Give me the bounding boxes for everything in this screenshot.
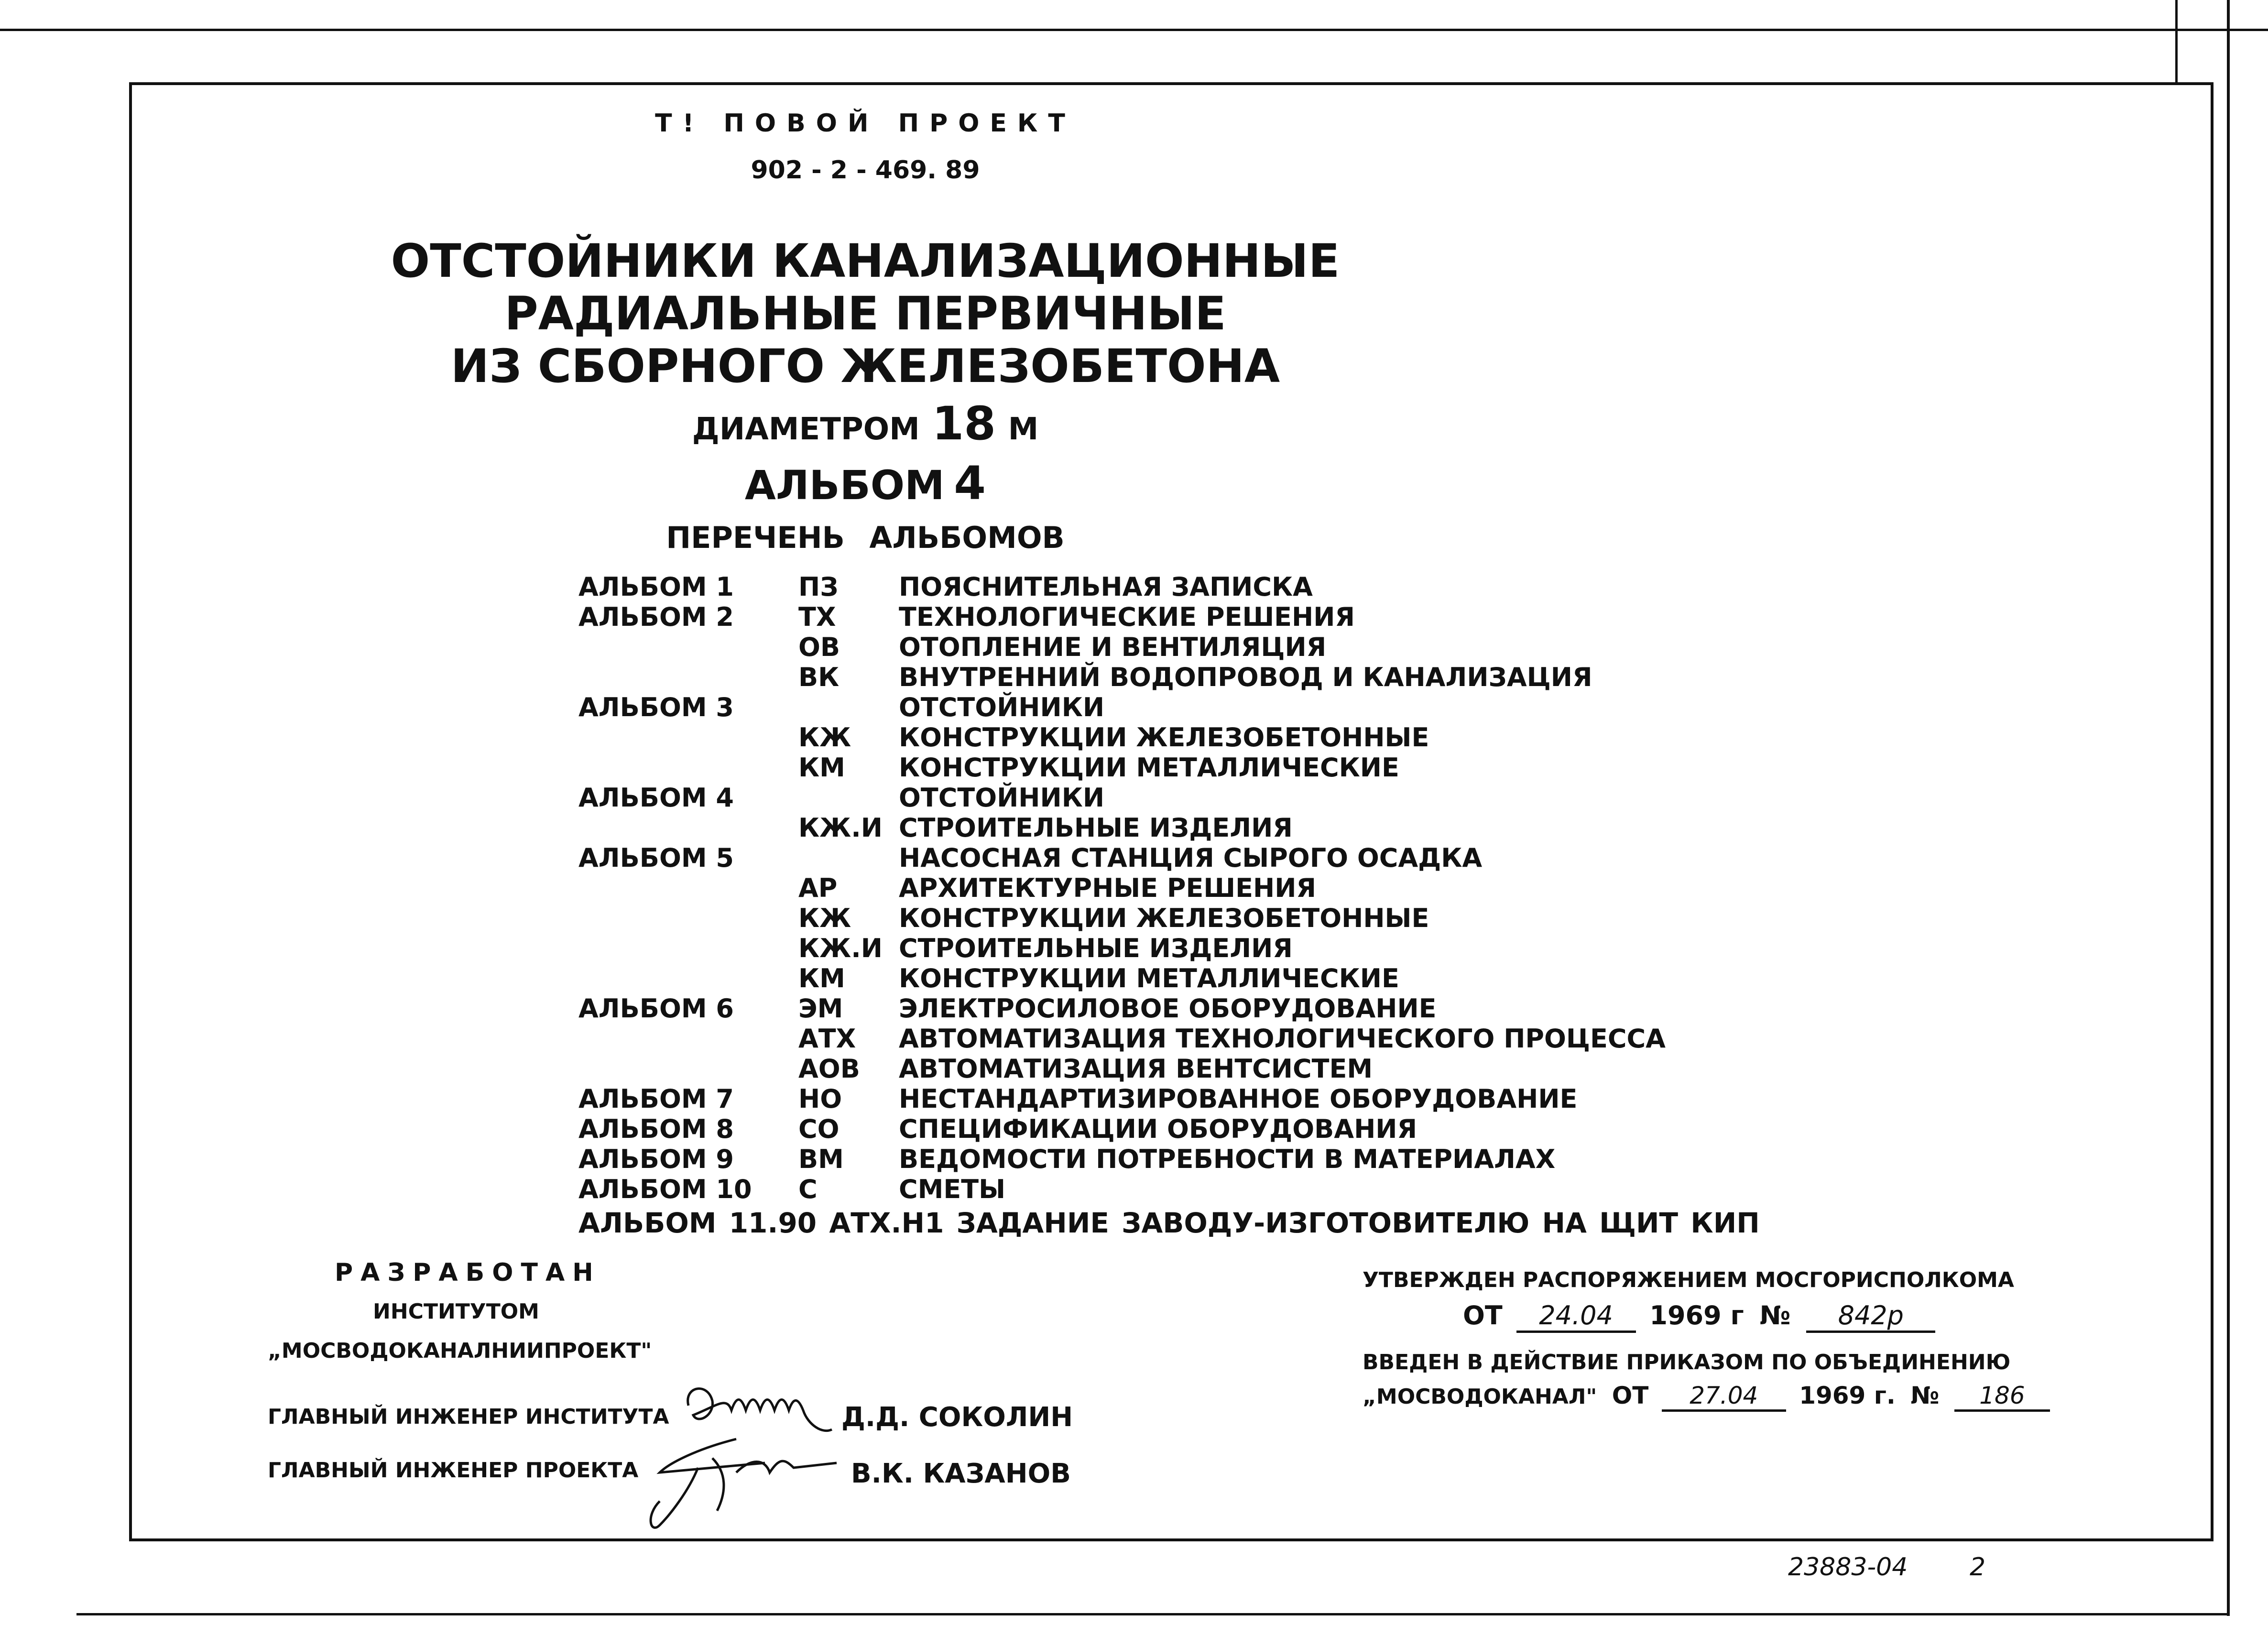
album-cell: АЛЬБОМ 9 [578, 1144, 734, 1174]
inner-frame-right [2211, 82, 2213, 1541]
code-cell: АОВ [798, 1054, 860, 1084]
code-cell: ЭМ [798, 993, 843, 1024]
desc-cell: КОНСТРУКЦИИ МЕТАЛЛИЧЕСКИЕ [899, 963, 1399, 993]
code-cell: КЖ.И [798, 813, 883, 843]
outer-right-border [2227, 0, 2230, 1616]
from-label-1: ОТ [1463, 1300, 1503, 1331]
from-label-2: ОТ [1612, 1382, 1649, 1409]
code-cell: ВМ [798, 1144, 844, 1174]
desc-cell: СПЕЦИФИКАЦИИ ОБОРУДОВАНИЯ [899, 1114, 1418, 1144]
code-cell: КМ [798, 753, 845, 783]
title-line-2: РАДИАЛЬНЫЕ ПЕРВИЧНЫЕ [504, 287, 1226, 340]
album-title [0, 457, 1731, 510]
code-cell: С [798, 1174, 818, 1204]
top-border-line [0, 29, 2268, 31]
inner-frame-bottom [129, 1538, 2213, 1541]
desc-cell: КОНСТРУКЦИИ МЕТАЛЛИЧЕСКИЕ [899, 753, 1399, 783]
approved-line: УТВЕРЖДЕН РАСПОРЯЖЕНИЕМ МОСГОРИСПОЛКОМА [1363, 1268, 2014, 1292]
approval-number-1: 842р [1806, 1300, 1935, 1333]
approval-row-2 [1363, 1382, 2050, 1412]
desc-cell: ВЕДОМОСТИ ПОТРЕБНОСТИ В МАТЕРИАЛАХ [899, 1144, 1556, 1174]
code-cell: СО [798, 1114, 840, 1144]
developer-heading: РАЗРАБОТАН [335, 1258, 601, 1287]
code-cell: НО [798, 1084, 842, 1114]
album-cell: АЛЬБОМ 1 [578, 572, 734, 602]
code-cell: КЖ [798, 722, 851, 753]
desc-cell: АВТОМАТИЗАЦИЯ ТЕХНОЛОГИЧЕСКОГО ПРОЦЕССА [899, 1024, 1666, 1054]
diameter-unit: М [1008, 412, 1039, 447]
desc-cell: ПОЯСНИТЕЛЬНАЯ ЗАПИСКА [899, 572, 1313, 602]
chief-engineer-institute-name: Д.Д. СОКОЛИН [841, 1402, 1073, 1433]
desc-cell: КОНСТРУКЦИИ ЖЕЛЕЗОБЕТОННЫЕ [899, 903, 1429, 933]
diameter-line [0, 397, 1731, 450]
album-cell: АЛЬБОМ 2 [578, 602, 734, 632]
code-cell: ВК [798, 662, 840, 692]
desc-cell: ТЕХНОЛОГИЧЕСКИЕ РЕШЕНИЯ [899, 602, 1355, 632]
album-cell: АЛЬБОМ 4 [578, 783, 734, 813]
album-list-heading: ПЕРЕЧЕНЬ АЛЬБОМОВ [666, 520, 1065, 555]
developer-institute: „МОСВОДОКАНАЛНИИПРОЕКТ" [268, 1339, 652, 1363]
desc-cell: АРХИТЕКТУРНЫЕ РЕШЕНИЯ [899, 873, 1316, 903]
code-cell: АТХ [798, 1024, 856, 1054]
sheet-number: 2 [1970, 1553, 1986, 1581]
sheet-code: 23883-04 [1788, 1553, 1908, 1581]
desc-cell: КОНСТРУКЦИИ ЖЕЛЕЗОБЕТОННЫЕ [899, 722, 1429, 753]
desc-cell: ОТСТОЙНИКИ [899, 692, 1105, 722]
approval-row-1 [1463, 1300, 1935, 1333]
approval-year-2: 1969 г. [1799, 1382, 1896, 1409]
signature-kazanov [641, 1429, 841, 1535]
album-cell: АЛЬБОМ 8 [578, 1114, 734, 1144]
approval-date-1: 24.04 [1516, 1300, 1636, 1333]
approval-year-1: 1969 г [1649, 1300, 1744, 1331]
code-cell: ОВ [798, 632, 840, 662]
diameter-value: 18 [932, 397, 996, 450]
code-cell: КМ [798, 963, 845, 993]
approval-date-2: 27.04 [1662, 1382, 1786, 1412]
project-code: 902 - 2 - 469. 89 [751, 156, 980, 185]
title-line-1: ОТСТОЙНИКИ КАНАЛИЗАЦИОННЫЕ [391, 234, 1340, 288]
album-cell: АЛЬБОМ 7 [578, 1084, 734, 1114]
desc-cell: ВНУТРЕННИЙ ВОДОПРОВОД И КАНАЛИЗАЦИЯ [899, 662, 1592, 692]
album-number: 4 [954, 457, 986, 510]
chief-engineer-project-label: ГЛАВНЫЙ ИНЖЕНЕР ПРОЕКТА [268, 1458, 639, 1483]
album-cell: АЛЬБОМ 3 [578, 692, 734, 722]
desc-cell: СТРОИТЕЛЬНЫЕ ИЗДЕЛИЯ [899, 933, 1293, 963]
code-cell: КЖ [798, 903, 851, 933]
album-label: АЛЬБОМ [744, 462, 945, 509]
album-cell: АЛЬБОМ 5 [578, 843, 734, 873]
diameter-label: ДИАМЕТРОМ [692, 412, 920, 447]
desc-cell: СТРОИТЕЛЬНЫЕ ИЗДЕЛИЯ [899, 813, 1293, 843]
desc-cell: ОТОПЛЕНИЕ И ВЕНТИЛЯЦИЯ [899, 632, 1327, 662]
developer-by: ИНСТИТУТОМ [373, 1299, 539, 1324]
code-cell: КЖ.И [798, 933, 883, 963]
approval-number-2: 186 [1954, 1382, 2050, 1412]
org-name: „МОСВОДОКАНАЛ" [1363, 1385, 1597, 1409]
number-label-2: № [1910, 1382, 1940, 1409]
number-label-1: № [1759, 1300, 1791, 1331]
desc-cell: НЕСТАНДАРТИЗИРОВАННОЕ ОБОРУДОВАНИЕ [899, 1084, 1578, 1114]
code-cell: ПЗ [798, 572, 839, 602]
chief-engineer-project-name: В.К. КАЗАНОВ [851, 1458, 1071, 1489]
desc-cell: НАСОСНАЯ СТАНЦИЯ СЫРОГО ОСАДКА [899, 843, 1483, 873]
album-cell: АЛЬБОМ 10 [578, 1174, 752, 1204]
bottom-border-line [76, 1613, 2228, 1615]
desc-cell: СМЕТЫ [899, 1174, 1006, 1204]
chief-engineer-institute-label: ГЛАВНЫЙ ИНЖЕНЕР ИНСТИТУТА [268, 1405, 669, 1429]
inner-frame-top [129, 82, 2213, 85]
stamp-box-line [2175, 0, 2178, 82]
desc-cell: ЭЛЕКТРОСИЛОВОЕ ОБОРУДОВАНИЕ [899, 993, 1437, 1024]
last-list-row: АЛЬБОМ 11.90 АТХ.Н1 ЗАДАНИЕ ЗАВОДУ-ИЗГОТОВИТЕЛЮ НА ЩИТ КИП [578, 1207, 1760, 1239]
album-cell: АЛЬБОМ 6 [578, 993, 734, 1024]
desc-cell: АВТОМАТИЗАЦИЯ ВЕНТСИСТЕМ [899, 1054, 1373, 1084]
code-cell: ТХ [798, 602, 836, 632]
enacted-line: ВВЕДЕН В ДЕЙСТВИЕ ПРИКАЗОМ ПО ОБЪЕДИНЕНИЮ [1363, 1350, 2011, 1374]
type-project-line: Т! ПОВОЙ ПРОЕКТ [655, 109, 1076, 138]
code-cell: АР [798, 873, 838, 903]
title-line-3: ИЗ СБОРНОГО ЖЕЛЕЗОБЕТОНА [450, 339, 1280, 393]
desc-cell: ОТСТОЙНИКИ [899, 783, 1105, 813]
